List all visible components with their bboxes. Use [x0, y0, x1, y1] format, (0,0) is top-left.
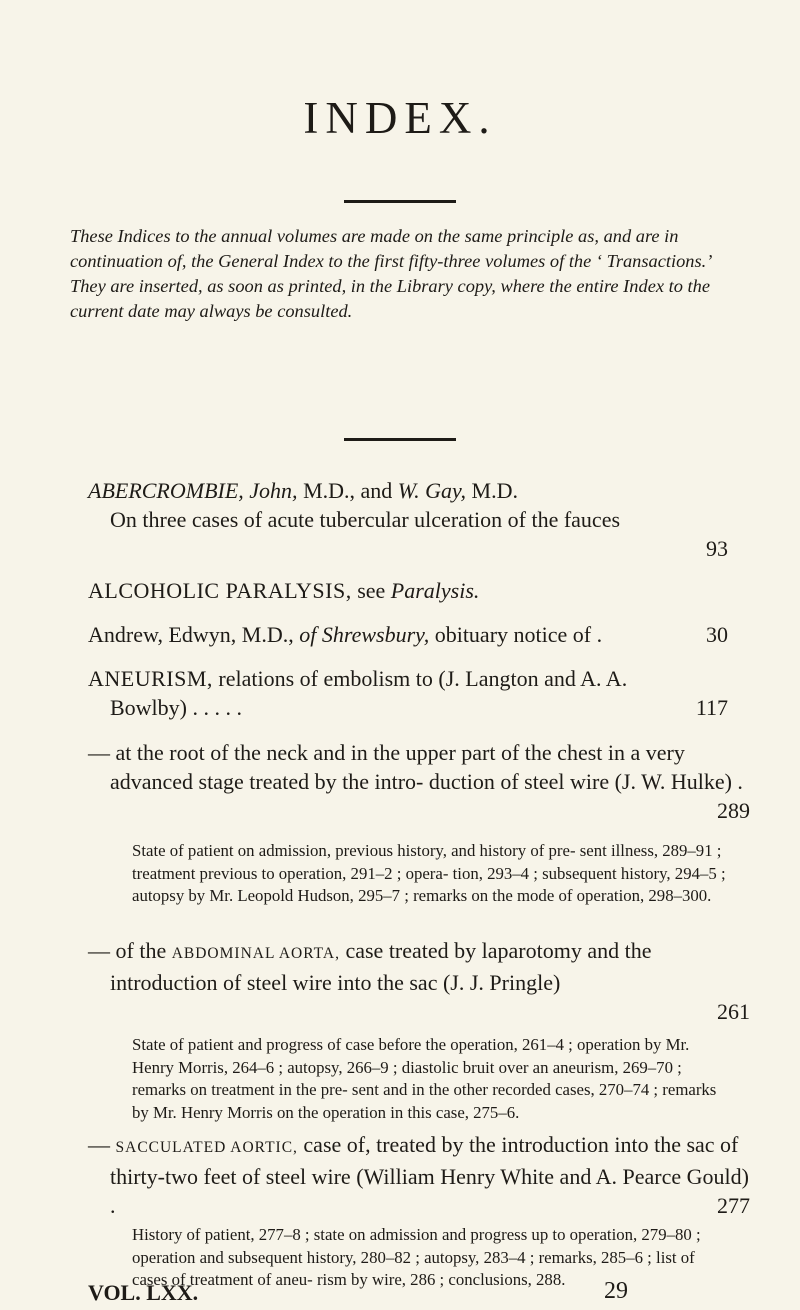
- entry-degree-second: M.D.: [466, 478, 518, 503]
- divider-rule-bottom: [344, 438, 456, 441]
- entry-place: of Shrewsbury,: [299, 622, 430, 647]
- index-subentry-root-of-neck: [88, 738, 750, 825]
- entry-text-line1: relations of embolism to (J. Langton and A. A.: [212, 666, 628, 691]
- entry-lead: —: [88, 1132, 116, 1157]
- index-entry-aneurism: [88, 664, 728, 722]
- entry-heading: ALCOHOLIC PARALYSIS,: [88, 578, 352, 603]
- entry-note-pringle: State of patient and progress of case before the operation, 261–4 ; operation by Mr. Henry Morris, 264–6 ; autopsy, 266–9 ; diastolic bruit over an aneurism, 269–70 ; remarks on treatment in the pre- sent and in the other recorded cases, 270–74 ; remarks by Mr. Henry Morris on the operation in this case, 275–6.: [132, 1035, 717, 1122]
- index-entry-andrew: [88, 620, 728, 649]
- entry-page: 261: [717, 999, 750, 1024]
- entry-smallcaps-term: SACCULATED AORTIC,: [115, 1139, 298, 1156]
- entry-page: 117: [695, 695, 728, 720]
- entry-page: 277: [717, 1193, 750, 1218]
- page-footer: [88, 1280, 698, 1306]
- index-subentry-abdominal-aorta: [88, 936, 750, 1026]
- entry-page: 30: [706, 622, 728, 647]
- entry-heading: ANEURISM,: [88, 666, 213, 691]
- entry-lead: — of the: [88, 938, 172, 963]
- entry-text: obituary notice of .: [429, 622, 603, 647]
- entry-text-line2: Bowlby) . . . . .: [110, 695, 242, 720]
- entry-page: 93: [706, 536, 728, 561]
- entry-name: Andrew, Edwyn, M.D.,: [88, 622, 300, 647]
- entry-text: case treated by laparotomy and the introduction of steel wire into the sac (J. J. Pringle): [110, 938, 652, 995]
- entry-reference: Paralysis.: [390, 578, 480, 603]
- index-entry-alcoholic: [88, 576, 728, 605]
- entry-see: see: [351, 578, 391, 603]
- entry-note-white-gould: History of patient, 277–8 ; state on admission and progress up to operation, 279–80 ; operation and subsequent history, 280–82 ; autopsy, 283–4 ; remarks, 285–6 ; list of cases of treatment of aneu- rism by wire, 286 ; conclusions, 288.: [132, 1225, 701, 1289]
- entry-name: ABERCROMBIE, John,: [88, 478, 298, 503]
- entry-degree: M.D., and: [297, 478, 398, 503]
- index-entry-abercrombie: [88, 476, 728, 563]
- entry-name-second: W. Gay,: [397, 478, 467, 503]
- page-title: INDEX.: [303, 93, 497, 143]
- signature-mark: 29: [604, 1278, 628, 1304]
- index-subentry-sacculated-aortic: [88, 1130, 750, 1220]
- volume-label: VOL. LXX.: [88, 1280, 199, 1305]
- entry-note-hulke: State of patient on admission, previous history, and history of pre- sent illness, 289–91 ; treatment previous to operation, 291–2 ; opera- tion, 293–4 ; subsequent history, 294–5 ; autopsy by Mr. Leopold Hudson, 295–7 ; remarks on the mode of operation, 298–300.: [132, 841, 726, 905]
- preface-paragraph: These Indices to the annual volumes are made on the same principle as, and are in continuation of, the General Index to the first fifty-three volumes of the ‘ Transactions.’ They are inserted, as soon as printed, in the Library copy, where the entire Index to the current date may always be consulted.: [70, 226, 711, 321]
- entry-text: — at the root of the neck and in the upper part of the chest in a very advanced stage treated by the intro- duction of steel wire (J. W. Hulke) .: [88, 740, 743, 794]
- entry-page: 289: [717, 798, 750, 823]
- entry-text: On three cases of acute tubercular ulceration of the fauces: [110, 507, 621, 532]
- entry-smallcaps-term: ABDOMINAL AORTA,: [171, 945, 340, 962]
- divider-rule-top: [344, 200, 456, 203]
- entry-text: case of, treated by the introduction into the sac of thirty-two feet of steel wire (William Henry White and A. Pearce Gould) .: [110, 1132, 749, 1218]
